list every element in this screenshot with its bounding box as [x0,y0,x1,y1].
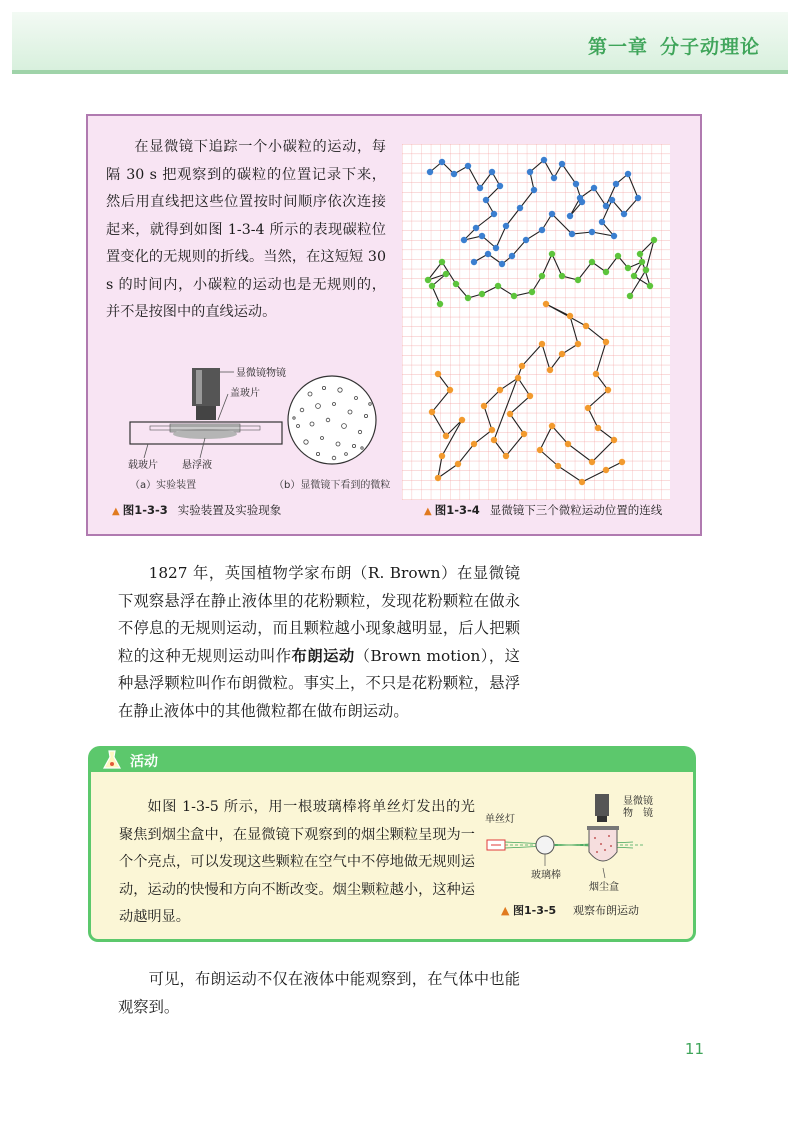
position-dot [589,229,595,235]
position-dot [625,265,631,271]
position-dot [543,301,549,307]
position-dot [435,371,441,377]
position-dot [443,271,449,277]
position-dot [503,453,509,459]
position-dot [453,281,459,287]
position-dot [651,237,657,243]
position-dot [465,295,471,301]
chapter-number: 第一章 [587,36,648,58]
glass-rod [536,836,554,854]
chapter-header [12,12,788,74]
position-dot [541,157,547,163]
position-dot [509,253,515,259]
position-dot [637,251,643,257]
figure-1-3-3 [110,362,400,512]
position-dot [643,267,649,273]
suspension-drop [173,429,237,439]
activity-text: 如图 1-3-5 所示，用一根玻璃棒将单丝灯发出的光聚焦到烟尘盒中，在显微镜下观察到的烟尘颗粒呈现为一个个亮点，可以发现这些颗粒在空气中不停地做无规则运动，运动的快慢和方向不断改变。烟尘颗粒越小，这种运动越明显。 [119,799,475,925]
position-dot [583,323,589,329]
label-box: 烟尘盒 [589,882,619,893]
position-dot [515,375,521,381]
position-dot [575,277,581,283]
figure-1-3-5 [483,788,679,928]
position-dot [425,277,431,283]
position-dot [517,205,523,211]
caption-fig-1-3-4: ▲ 图1-3-4 显微镜下三个微粒运动位置的连线 [424,503,663,517]
triangle-icon: ▲ [501,904,510,917]
position-dot [559,273,565,279]
label-lamp: 单丝灯 [485,814,515,825]
position-dot [589,259,595,265]
position-dot [559,351,565,357]
activity-title: 活动 [130,754,158,770]
position-dot [589,459,595,465]
triangle-icon: ▲ [112,506,120,517]
label-slide: 载玻片 [128,460,158,471]
position-dot [471,259,477,265]
position-dot [615,253,621,259]
position-dot [523,237,529,243]
position-dot [591,185,597,191]
label-rod: 玻璃棒 [531,870,561,881]
position-dot [489,427,495,433]
flask-icon [100,749,124,771]
position-dot [521,431,527,437]
position-dot [531,187,537,193]
position-dot [483,197,489,203]
position-dot [569,231,575,237]
grid-lines [402,144,670,500]
position-dot [443,433,449,439]
label-coverslip: 盖玻片 [230,388,260,399]
position-dot [537,447,543,453]
position-dot [495,283,501,289]
position-dot [603,467,609,473]
position-dot [485,251,491,257]
position-dot [625,171,631,177]
position-dot [627,293,633,299]
page-number: 11 [684,1040,704,1058]
position-dot [573,181,579,187]
position-dot [609,197,615,203]
position-dot [479,291,485,297]
position-dot [491,211,497,217]
position-dot [527,393,533,399]
position-dot [529,289,535,295]
position-dot [611,233,617,239]
triangle-icon: ▲ [424,506,432,517]
body-paragraph-1: 1827 年，英国植物学家布朗（R. Brown）在显微镜下观察悬浮在静止液体里的花粉颗粒，发现花粉颗粒在做永不停息的无规则运动，而且颗粒越小现象越明显，后人把颗粒的这种无规则运动叫作布朗运动（Brown motion），这种悬浮颗粒叫作布朗微粒。事实上，不只是花粉颗粒，悬浮在静止液体中的其他微粒都在做布朗运动。 [118,564,520,720]
position-dot [647,283,653,289]
position-dot [567,213,573,219]
position-dot [635,195,641,201]
position-dot [549,251,555,257]
position-dot [451,171,457,177]
position-dot [631,273,637,279]
position-dot [503,223,509,229]
position-dot [497,387,503,393]
position-dot [435,475,441,481]
position-dot [613,181,619,187]
position-dot [605,387,611,393]
smoke-box [589,828,617,861]
position-dot [599,219,605,225]
position-dot [559,161,565,167]
position-dot [493,245,499,251]
position-dot [549,211,555,217]
label-objective-2: 物 镜 [623,808,653,819]
position-dot [603,269,609,275]
position-dot [497,183,503,189]
position-dot [567,313,573,319]
position-dot [603,339,609,345]
position-dot [539,227,545,233]
position-dot [603,203,609,209]
label-suspension: 悬浮液 [182,460,212,471]
activity-body [88,772,696,942]
figure-box-text [106,134,386,327]
position-dot [585,405,591,411]
position-dot [565,441,571,447]
position-dot [555,463,561,469]
position-dot [593,371,599,377]
position-dot [491,437,497,443]
position-dot [621,211,627,217]
position-dot [511,293,517,299]
caption-fig-1-3-3: ▲ 图1-3-3 实验装置及实验现象 [112,503,282,517]
position-dot [465,163,471,169]
position-dot [439,159,445,165]
position-dot [489,169,495,175]
position-dot [549,423,555,429]
position-dot [539,341,545,347]
position-dot [427,169,433,175]
position-dot [579,479,585,485]
position-dot [477,185,483,191]
position-dot [461,237,467,243]
body-paragraph-2: 可见，布朗运动不仅在液体中能观察到，在气体中也能观察到。 [118,970,520,1016]
position-dot [481,403,487,409]
label-objective-1: 显微镜 [623,796,653,807]
position-dot [639,259,645,265]
position-dot [437,301,443,307]
figure-box-paragraph: 在显微镜下追踪一个小碳粒的运动，每隔 30 s 把观察到的碳粒的位置记录下来，然后用直线把这些位置按时间顺序依次连接起来，就得到如图 1-3-4 所示的表现碳粒位置变化的无规则的折线。当然，在这短短 30 s 的时间内，小碳粒的运动也是无规则的，并不是按图中的直线运动。 [106,139,386,320]
position-dot [575,341,581,347]
position-dot [439,453,445,459]
figure-1-3-4 [402,144,670,500]
position-dot [429,409,435,415]
position-dot [439,259,445,265]
term-brownian-motion: 布朗运动 [291,646,355,665]
position-dot [471,441,477,447]
position-dot [473,225,479,231]
subcaption-a: （a）实验装置 [130,480,197,491]
position-dot [551,175,557,181]
position-dot [447,387,453,393]
position-dot [519,363,525,369]
position-dot [547,367,553,373]
caption-fig-1-3-5-num: 图1-3-5 [513,904,557,917]
position-dot [499,261,505,267]
objective-lens [595,794,609,816]
position-dot [595,425,601,431]
position-dot [527,169,533,175]
chapter-name: 分子动理论 [659,36,760,58]
position-dot [507,411,513,417]
position-dot [429,283,435,289]
chapter-title [576,32,760,59]
position-dot [459,417,465,423]
label-objective: 显微镜物镜 [236,368,286,379]
position-dot [619,459,625,465]
position-dot [611,437,617,443]
position-dot [479,233,485,239]
position-dot [539,273,545,279]
activity-header [88,746,696,774]
subcaption-b: （b）显微镜下看到的微粒 [274,480,391,491]
microscope-view [288,376,376,464]
caption-fig-1-3-5-text: 观察布朗运动 [573,904,639,917]
position-dot [577,195,583,201]
position-dot [455,461,461,467]
figure-box [86,114,702,536]
